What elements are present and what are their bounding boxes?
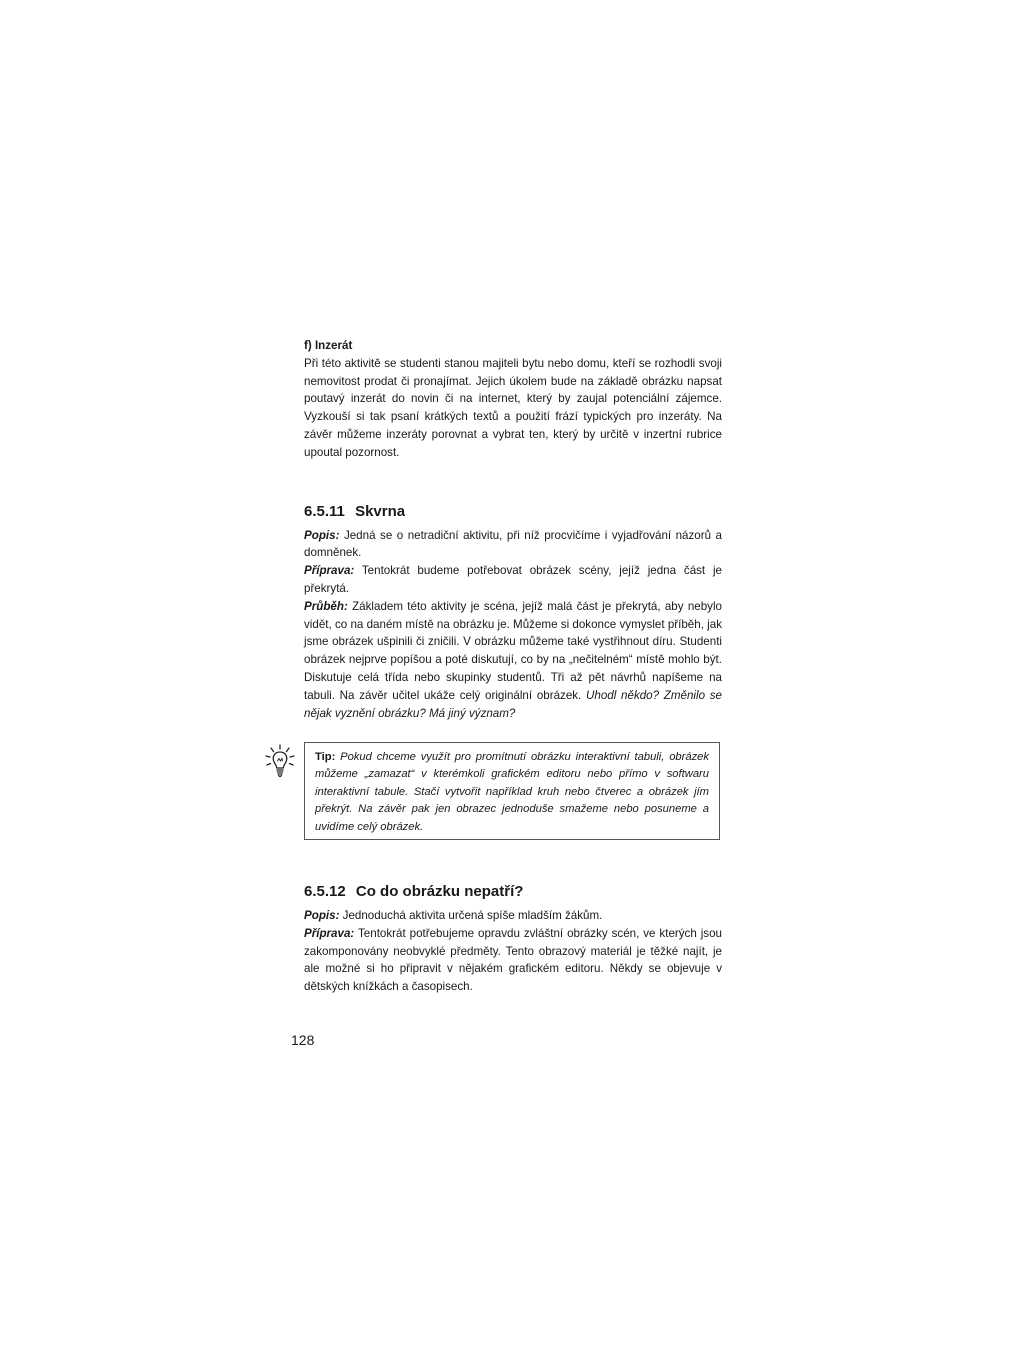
paragraph: Při této aktivitě se studenti stanou majiteli bytu nebo domu, kteří se rozhodli svoji nemovitost prodat či pronajímat. Jejich úkolem bude na základě obrázku napsat poutavý inzerát do novin či na internet, který by zaujal potenciální zájemce. Vyzkouší si tak psaní krátkých textů a použití frází typických pro inzeráty. Na závěr můžeme inzeráty porovnat a vybrat ten, který by určitě v inzertní rubrice upoutal pozornost. — [304, 356, 722, 459]
tip-label: Tip: — [315, 751, 336, 763]
section-title: Skvrna — [355, 502, 406, 520]
tip-box — [304, 742, 720, 840]
popis-label: Popis: — [304, 909, 340, 922]
priprava-paragraph — [304, 925, 722, 996]
priprava-text: Tentokrát potřebujeme opravdu zvláštní obrázky scén, ve kterých jsou zakomponovány neobvyklé předměty. Tento obrazový materiál je těžké najít, je ale možné si ho připravit v nějakém grafickém editoru. Někdy se objevuje v dětských knížkách a časopisech. — [304, 926, 723, 994]
lightbulb-icon — [265, 744, 295, 778]
priprava-paragraph — [304, 562, 722, 598]
popis-paragraph — [304, 907, 722, 925]
prubeh-label: Průběh: — [304, 599, 348, 613]
prubeh-paragraph — [304, 598, 722, 723]
section-heading — [304, 502, 722, 522]
prubeh-questions: Uhodl někdo? Změnilo se nějak vyznění obrázku? Má jiný význam? — [304, 688, 722, 720]
popis-text: Jednoduchá aktivita určená spíše mladším žákům. — [342, 909, 603, 922]
section-number: 6.5.12 — [304, 883, 346, 900]
priprava-label: Příprava: — [304, 564, 355, 578]
section-title: Co do obrázku nepatří? — [355, 883, 524, 900]
tip-paragraph — [315, 749, 709, 836]
priprava-label: Příprava: — [304, 926, 355, 940]
popis-label: Popis: — [304, 528, 340, 542]
section-heading — [304, 882, 722, 902]
page-number: 128 — [291, 1032, 315, 1048]
section-6512 — [304, 882, 722, 996]
popis-text: Jedná se o netradiční aktivitu, při níž procvičíme i vyjadřování názorů a domněnek. — [304, 528, 722, 560]
prubeh-text: Základem této aktivity je scéna, jejíž malá část je překrytá, aby nebylo vidět, co na daném místě na obrázku je. Můžeme si dokonce vymyslet příběh, jak jsme obrázek ušpinili či zničili. V obrázku můžeme také vystřihnout díru. Studenti obrázek nejprve popíšou a poté diskutují, co by na „nečitelném“ místě mohlo být. Diskutuje celá třída nebo skupinky studentů. Tři až pět návrhů napíšeme na tabuli. Na závěr učitel ukáže celý originální obrázek. — [304, 599, 722, 702]
tip-text: Pokud chceme využít pro promítnutí obrázku interaktivní tabuli, obrázek můžeme „zamazat“ v kterémkoli grafickém editoru nebo přímo v softwaru interaktivní tabule. Stačí vytvořit například kruh nebo čtverec a obrázek jím překrýt. Na závěr pak jen obrazec jednoduše smažeme nebo posuneme a uvidíme celý obrázek. — [315, 751, 710, 833]
priprava-text: Tentokrát budeme potřebovat obrázek scény, jejíž jedna část je překrytá. — [304, 564, 723, 595]
section-number: 6.5.11 — [304, 502, 345, 520]
subsection-heading: f) Inzerát — [304, 339, 353, 352]
main-content — [304, 337, 722, 722]
popis-paragraph — [304, 527, 722, 563]
